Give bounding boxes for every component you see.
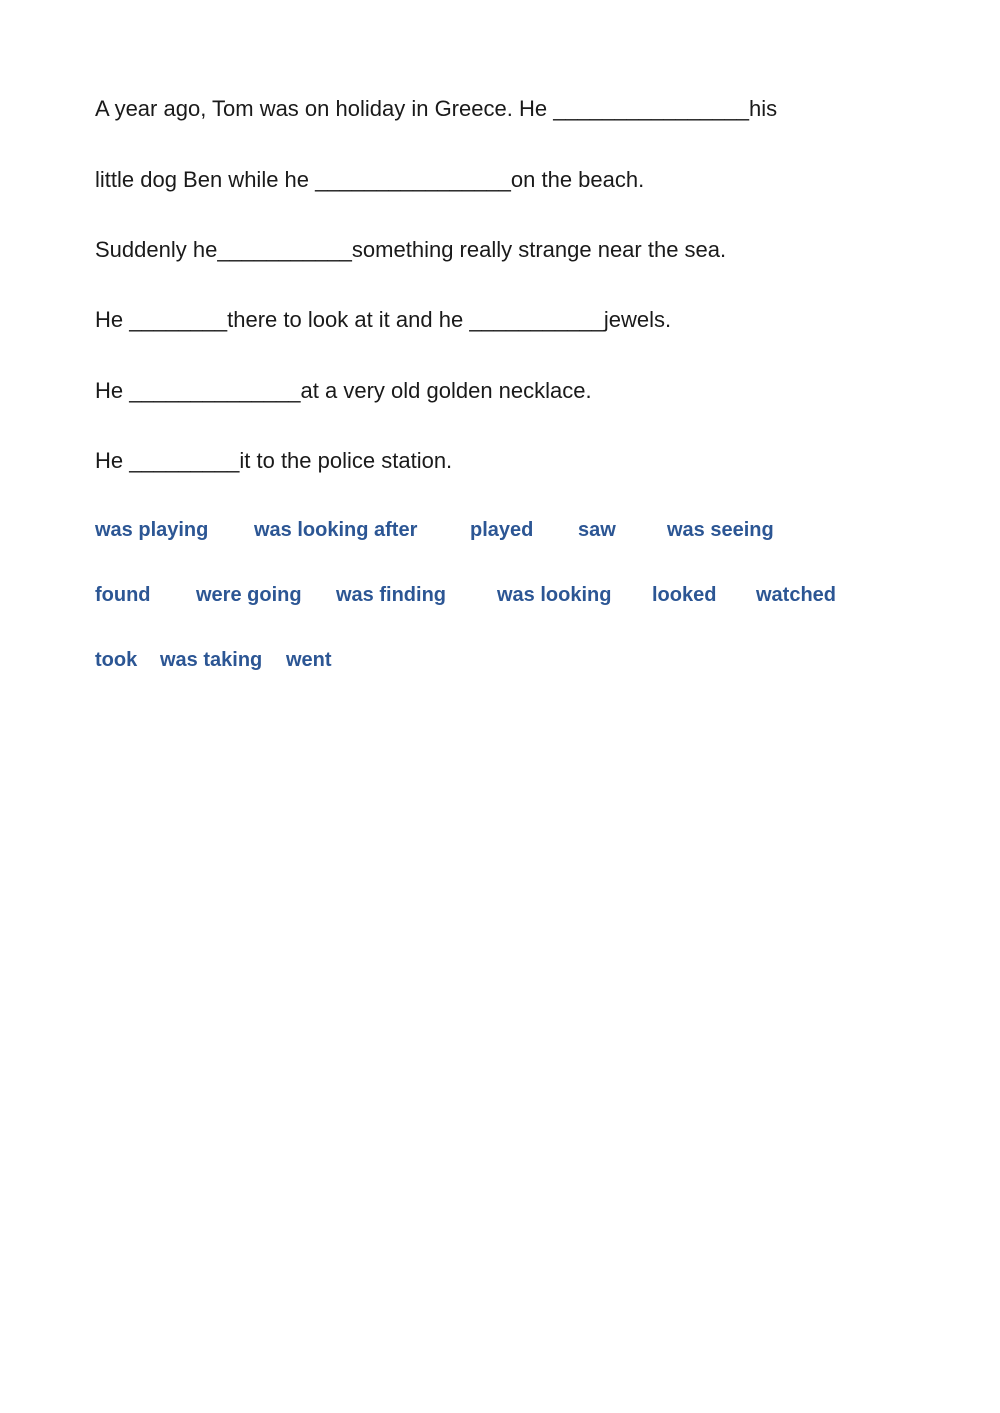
- sentence-3: [95, 237, 726, 263]
- word-was-seeing[interactable]: was seeing: [667, 519, 774, 541]
- word-watched[interactable]: watched: [756, 584, 837, 606]
- sentence-6-after: it to the police station.: [239, 448, 453, 473]
- word-were-going[interactable]: were going: [196, 584, 302, 606]
- word-was-looking[interactable]: was looking: [497, 584, 612, 606]
- sentence-6-before: He: [95, 448, 130, 473]
- sentence-1: [95, 96, 777, 122]
- sentence-1-after: his: [748, 96, 778, 121]
- word-found[interactable]: found: [95, 584, 151, 606]
- sentence-5-after: at a very old golden necklace.: [300, 378, 592, 403]
- sentence-4-after: jewels.: [603, 307, 672, 332]
- word-took[interactable]: took: [95, 649, 138, 671]
- sentence-1-blank[interactable]: ________________: [553, 96, 749, 121]
- sentence-2-before: little dog Ben while he: [95, 167, 316, 192]
- sentence-4-before: He: [95, 307, 130, 332]
- sentence-4-blank-1[interactable]: ________: [129, 307, 228, 332]
- sentence-3-blank[interactable]: ___________: [217, 237, 352, 262]
- word-was-taking[interactable]: was taking: [160, 649, 263, 671]
- sentence-3-before: Suddenly he: [95, 237, 218, 262]
- sentence-4-blank-2[interactable]: ___________: [469, 307, 604, 332]
- sentence-1-before: A year ago, Tom was on holiday in Greece. He: [95, 96, 554, 121]
- sentence-2-after: on the beach.: [510, 167, 645, 192]
- sentence-6: [95, 448, 452, 474]
- sentence-2: [95, 167, 644, 193]
- sentence-4: [95, 307, 671, 333]
- sentence-4-middle: there to look at it and he: [227, 307, 470, 332]
- word-saw[interactable]: saw: [578, 519, 616, 541]
- sentence-2-blank[interactable]: ________________: [315, 167, 511, 192]
- word-was-playing[interactable]: was playing: [95, 519, 209, 541]
- sentence-5: [95, 378, 592, 404]
- word-was-finding[interactable]: was finding: [336, 584, 446, 606]
- word-was-looking-after[interactable]: was looking after: [254, 519, 418, 541]
- sentence-3-after: something really strange near the sea.: [351, 237, 727, 262]
- sentence-6-blank[interactable]: _________: [129, 448, 240, 473]
- sentence-5-blank[interactable]: ______________: [129, 378, 301, 403]
- word-played[interactable]: played: [470, 519, 534, 541]
- word-went[interactable]: went: [286, 649, 332, 671]
- word-looked[interactable]: looked: [652, 584, 717, 606]
- sentence-5-before: He: [95, 378, 130, 403]
